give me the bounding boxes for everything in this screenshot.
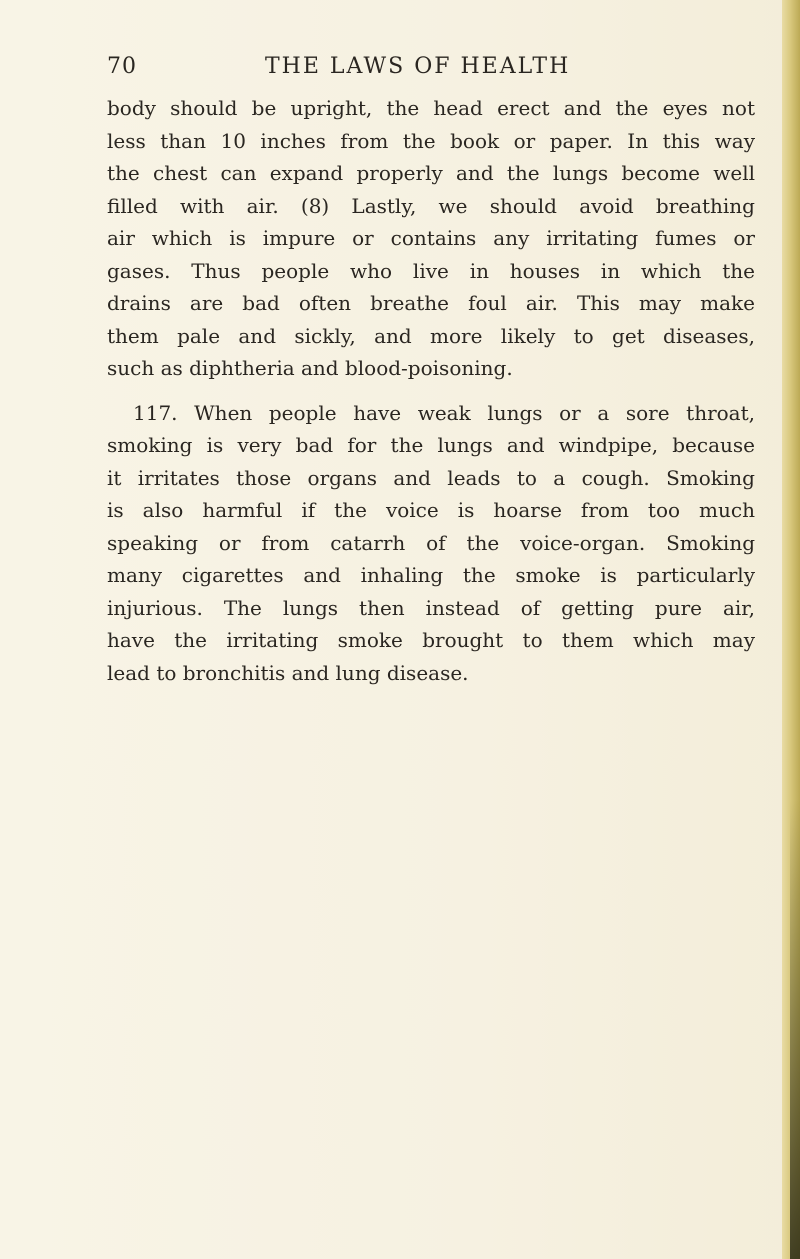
- text-line: lead to bronchitis and lung disease.: [107, 660, 469, 685]
- text-line: such as diphtheria and blood-poisoning.: [107, 356, 513, 380]
- text-line: is also harmful if the voice is hoarse from too much: [107, 498, 755, 522]
- text-line: speaking or from catarrh of the voice-organ. Smoking: [107, 530, 755, 555]
- paragraph-117: [107, 397, 755, 690]
- page-header: [107, 54, 755, 88]
- text-line: have the irritating smoke brought to them which may: [107, 628, 755, 652]
- paragraph-continuation: [107, 92, 755, 385]
- text-line: body should be upright, the head erect and the eyes not: [107, 96, 755, 120]
- text-line: drains are bad often breathe foul air. This may make: [107, 291, 755, 315]
- text-line: gases. Thus people who live in houses in which the: [107, 258, 755, 283]
- text-line: them pale and sickly, and more likely to get diseases,: [107, 323, 755, 348]
- body-text: [107, 92, 755, 689]
- text-line: many cigarettes and inhaling the smoke is particularly: [107, 563, 755, 587]
- text-line: injurious. The lungs then instead of getting pure air,: [107, 595, 755, 620]
- text-line: it irritates those organs and leads to a cough. Smoking: [107, 465, 755, 490]
- text-line: filled with air. (8) Lastly, we should avoid breathing: [107, 193, 755, 218]
- running-head: THE LAWS OF HEALTH: [265, 54, 571, 79]
- text-line: smoking is very bad for the lungs and windpipe, because: [107, 433, 755, 457]
- text-line: 117. When people have weak lungs or a sore throat,: [133, 400, 755, 425]
- page-edge-dark-shadow: [790, 799, 800, 1259]
- text-line: less than 10 inches from the book or paper. In this way: [107, 128, 755, 153]
- text-line: air which is impure or contains any irritating fumes or: [107, 226, 755, 250]
- text-line: the chest can expand properly and the lungs become well: [107, 161, 755, 185]
- page-number: 70: [107, 54, 137, 79]
